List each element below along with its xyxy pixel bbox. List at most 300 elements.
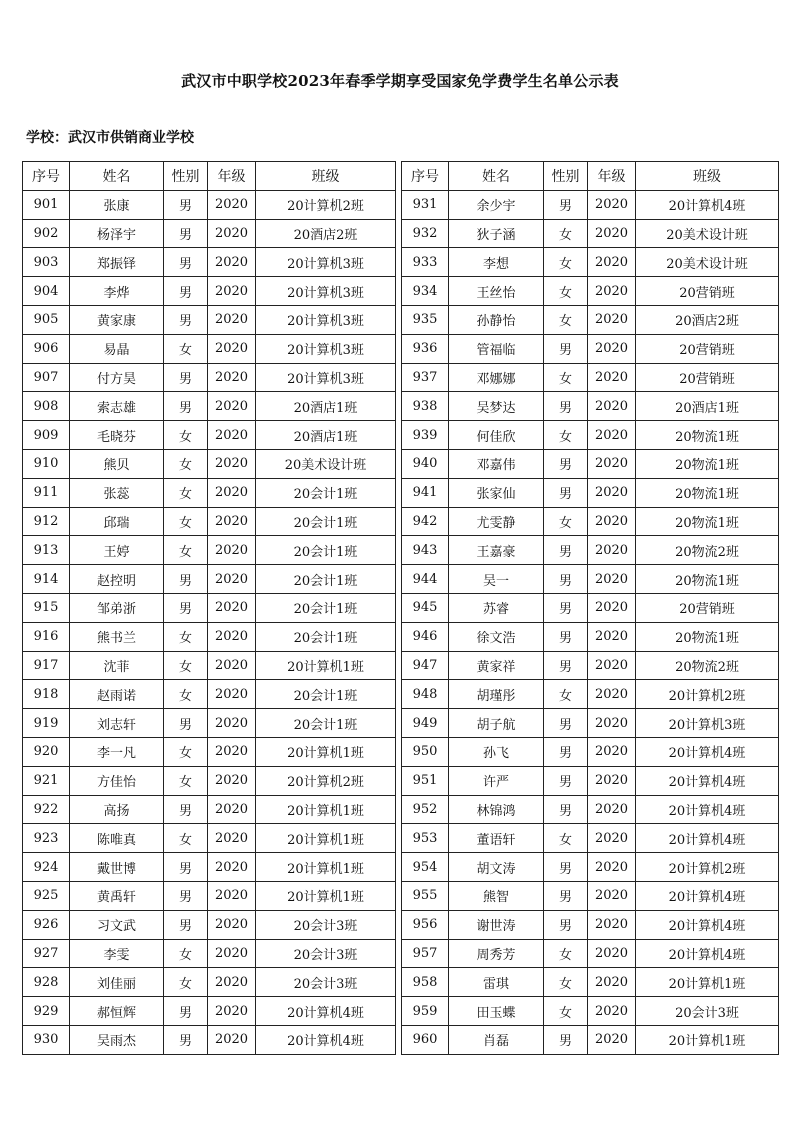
cell-gender: 男: [164, 392, 208, 421]
cell-grade: 2020: [588, 536, 636, 565]
cell-index: 955: [402, 881, 449, 910]
header-index: 序号: [402, 162, 449, 191]
cell-class: 20计算机3班: [256, 363, 396, 392]
cell-grade: 2020: [588, 190, 636, 219]
cell-gender: 女: [544, 421, 588, 450]
cell-name: 邓娜娜: [449, 363, 544, 392]
cell-gender: 男: [164, 853, 208, 882]
cell-class: 20计算机4班: [256, 997, 396, 1026]
cell-grade: 2020: [588, 939, 636, 968]
table-row: [402, 853, 779, 882]
table-row: [402, 881, 779, 910]
cell-index: 928: [23, 968, 70, 997]
cell-index: 935: [402, 305, 449, 334]
cell-name: 何佳欣: [449, 421, 544, 450]
table-row: [402, 277, 779, 306]
table-row: [402, 1025, 779, 1054]
cell-gender: 男: [544, 190, 588, 219]
header-grade: 年级: [588, 162, 636, 191]
cell-index: 933: [402, 248, 449, 277]
cell-name: 黄家康: [70, 305, 164, 334]
cell-index: 943: [402, 536, 449, 565]
cell-index: 936: [402, 334, 449, 363]
cell-gender: 男: [164, 1025, 208, 1054]
cell-index: 901: [23, 190, 70, 219]
cell-grade: 2020: [588, 651, 636, 680]
cell-name: 黄家祥: [449, 651, 544, 680]
cell-class: 20会计1班: [256, 680, 396, 709]
cell-index: 941: [402, 478, 449, 507]
cell-gender: 男: [164, 565, 208, 594]
cell-index: 960: [402, 1025, 449, 1054]
table-row: [23, 305, 396, 334]
cell-grade: 2020: [208, 478, 256, 507]
cell-class: 20会计1班: [256, 565, 396, 594]
table-row: [402, 219, 779, 248]
cell-name: 熊贝: [70, 449, 164, 478]
table-row: [402, 392, 779, 421]
cell-grade: 2020: [208, 709, 256, 738]
cell-index: 949: [402, 709, 449, 738]
cell-index: 952: [402, 795, 449, 824]
cell-name: 孙飞: [449, 737, 544, 766]
cell-gender: 女: [544, 968, 588, 997]
cell-index: 922: [23, 795, 70, 824]
cell-name: 杨泽宇: [70, 219, 164, 248]
cell-name: 孙静怡: [449, 305, 544, 334]
cell-class: 20计算机4班: [636, 766, 779, 795]
cell-class: 20会计1班: [256, 709, 396, 738]
table-row: [23, 939, 396, 968]
cell-index: 950: [402, 737, 449, 766]
table-row: [402, 709, 779, 738]
cell-gender: 男: [164, 363, 208, 392]
cell-grade: 2020: [208, 968, 256, 997]
table-row: [402, 363, 779, 392]
cell-index: 926: [23, 910, 70, 939]
cell-grade: 2020: [208, 565, 256, 594]
cell-name: 毛晓芬: [70, 421, 164, 450]
cell-gender: 男: [164, 910, 208, 939]
cell-gender: 男: [164, 997, 208, 1026]
cell-gender: 男: [544, 593, 588, 622]
cell-class: 20计算机4班: [636, 910, 779, 939]
cell-gender: 女: [544, 277, 588, 306]
table-row: [402, 334, 779, 363]
cell-name: 管福临: [449, 334, 544, 363]
cell-index: 957: [402, 939, 449, 968]
cell-grade: 2020: [208, 507, 256, 536]
cell-gender: 男: [544, 478, 588, 507]
table-row: [23, 824, 396, 853]
cell-index: 938: [402, 392, 449, 421]
cell-gender: 女: [164, 421, 208, 450]
table-row: [402, 824, 779, 853]
cell-index: 907: [23, 363, 70, 392]
cell-grade: 2020: [208, 392, 256, 421]
cell-index: 923: [23, 824, 70, 853]
table-row: [402, 622, 779, 651]
cell-gender: 女: [164, 651, 208, 680]
cell-grade: 2020: [208, 737, 256, 766]
table-row: [23, 680, 396, 709]
cell-class: 20物流2班: [636, 651, 779, 680]
cell-name: 易晶: [70, 334, 164, 363]
cell-class: 20会计1班: [256, 507, 396, 536]
cell-class: 20计算机3班: [256, 248, 396, 277]
cell-class: 20美术设计班: [256, 449, 396, 478]
table-row: [23, 853, 396, 882]
cell-name: 高扬: [70, 795, 164, 824]
cell-index: 939: [402, 421, 449, 450]
cell-name: 张康: [70, 190, 164, 219]
cell-gender: 女: [164, 737, 208, 766]
cell-grade: 2020: [208, 334, 256, 363]
cell-gender: 女: [164, 680, 208, 709]
cell-class: 20营销班: [636, 363, 779, 392]
cell-name: 周秀芳: [449, 939, 544, 968]
cell-class: 20物流1班: [636, 478, 779, 507]
cell-grade: 2020: [208, 277, 256, 306]
cell-class: 20计算机4班: [636, 190, 779, 219]
cell-class: 20计算机1班: [256, 853, 396, 882]
cell-gender: 男: [544, 334, 588, 363]
school-label: 学校：武汉市供销商业学校: [26, 130, 194, 146]
cell-gender: 男: [164, 219, 208, 248]
cell-gender: 男: [544, 881, 588, 910]
cell-gender: 男: [164, 190, 208, 219]
cell-class: 20会计3班: [256, 910, 396, 939]
cell-name: 熊智: [449, 881, 544, 910]
cell-name: 胡瑾彤: [449, 680, 544, 709]
cell-index: 921: [23, 766, 70, 795]
cell-name: 田玉蝶: [449, 997, 544, 1026]
cell-index: 906: [23, 334, 70, 363]
cell-grade: 2020: [208, 219, 256, 248]
table-row: [23, 737, 396, 766]
cell-grade: 2020: [588, 363, 636, 392]
header-name: 姓名: [449, 162, 544, 191]
cell-grade: 2020: [208, 997, 256, 1026]
cell-gender: 女: [164, 622, 208, 651]
table-row: [23, 334, 396, 363]
table-row: [23, 392, 396, 421]
cell-grade: 2020: [588, 766, 636, 795]
cell-grade: 2020: [208, 824, 256, 853]
cell-class: 20计算机3班: [256, 334, 396, 363]
cell-grade: 2020: [208, 363, 256, 392]
cell-grade: 2020: [588, 421, 636, 450]
table-row: [402, 190, 779, 219]
table-row: [402, 795, 779, 824]
cell-gender: 女: [544, 305, 588, 334]
table-row: [23, 709, 396, 738]
cell-index: 911: [23, 478, 70, 507]
cell-index: 909: [23, 421, 70, 450]
table-row: [23, 449, 396, 478]
cell-name: 刘志轩: [70, 709, 164, 738]
cell-class: 20美术设计班: [636, 219, 779, 248]
cell-gender: 男: [544, 766, 588, 795]
cell-index: 958: [402, 968, 449, 997]
cell-gender: 男: [164, 709, 208, 738]
cell-grade: 2020: [588, 853, 636, 882]
cell-index: 925: [23, 881, 70, 910]
cell-gender: 女: [164, 334, 208, 363]
cell-index: 954: [402, 853, 449, 882]
cell-name: 索志雄: [70, 392, 164, 421]
cell-grade: 2020: [208, 593, 256, 622]
cell-gender: 女: [544, 507, 588, 536]
cell-gender: 女: [164, 939, 208, 968]
cell-name: 沈菲: [70, 651, 164, 680]
cell-name: 胡文涛: [449, 853, 544, 882]
cell-index: 930: [23, 1025, 70, 1054]
cell-grade: 2020: [208, 1025, 256, 1054]
cell-index: 924: [23, 853, 70, 882]
header-gender: 性别: [164, 162, 208, 191]
cell-gender: 男: [544, 709, 588, 738]
table-row: [23, 651, 396, 680]
cell-gender: 女: [544, 997, 588, 1026]
table-row: [23, 997, 396, 1026]
cell-grade: 2020: [208, 795, 256, 824]
cell-name: 余少宇: [449, 190, 544, 219]
cell-grade: 2020: [588, 277, 636, 306]
cell-name: 王嘉豪: [449, 536, 544, 565]
cell-gender: 女: [164, 478, 208, 507]
cell-gender: 男: [544, 910, 588, 939]
cell-grade: 2020: [588, 881, 636, 910]
cell-grade: 2020: [588, 565, 636, 594]
cell-gender: 男: [164, 277, 208, 306]
cell-gender: 男: [544, 1025, 588, 1054]
cell-index: 914: [23, 565, 70, 594]
cell-gender: 男: [164, 881, 208, 910]
cell-index: 947: [402, 651, 449, 680]
cell-index: 929: [23, 997, 70, 1026]
cell-gender: 男: [544, 536, 588, 565]
cell-grade: 2020: [588, 997, 636, 1026]
cell-index: 932: [402, 219, 449, 248]
table-row: [402, 507, 779, 536]
cell-index: 918: [23, 680, 70, 709]
cell-class: 20酒店1班: [636, 392, 779, 421]
cell-name: 郝恒辉: [70, 997, 164, 1026]
header-grade: 年级: [208, 162, 256, 191]
cell-name: 刘佳丽: [70, 968, 164, 997]
cell-gender: 女: [164, 449, 208, 478]
cell-name: 赵控明: [70, 565, 164, 594]
cell-gender: 女: [164, 507, 208, 536]
table-row: [23, 565, 396, 594]
cell-grade: 2020: [588, 824, 636, 853]
cell-gender: 男: [544, 795, 588, 824]
cell-gender: 女: [544, 248, 588, 277]
cell-name: 郑振铎: [70, 248, 164, 277]
cell-name: 李烨: [70, 277, 164, 306]
cell-name: 习文武: [70, 910, 164, 939]
cell-class: 20计算机1班: [256, 651, 396, 680]
cell-class: 20计算机1班: [256, 824, 396, 853]
cell-name: 林锦鸿: [449, 795, 544, 824]
cell-grade: 2020: [208, 766, 256, 795]
cell-class: 20会计3班: [256, 968, 396, 997]
table-row: [23, 881, 396, 910]
cell-class: 20物流1班: [636, 449, 779, 478]
cell-class: 20计算机1班: [636, 968, 779, 997]
cell-grade: 2020: [588, 709, 636, 738]
cell-grade: 2020: [588, 219, 636, 248]
cell-gender: 男: [544, 853, 588, 882]
table-row: [23, 478, 396, 507]
cell-class: 20计算机2班: [256, 766, 396, 795]
cell-index: 902: [23, 219, 70, 248]
cell-gender: 女: [164, 824, 208, 853]
cell-index: 905: [23, 305, 70, 334]
cell-gender: 男: [164, 305, 208, 334]
cell-class: 20计算机1班: [256, 795, 396, 824]
cell-class: 20会计1班: [256, 593, 396, 622]
cell-name: 熊书兰: [70, 622, 164, 651]
cell-index: 937: [402, 363, 449, 392]
cell-gender: 女: [544, 363, 588, 392]
cell-gender: 男: [544, 622, 588, 651]
table-row: [23, 219, 396, 248]
cell-name: 方佳怡: [70, 766, 164, 795]
header-gender: 性别: [544, 162, 588, 191]
cell-gender: 男: [164, 248, 208, 277]
cell-grade: 2020: [208, 622, 256, 651]
header-name: 姓名: [70, 162, 164, 191]
cell-class: 20酒店2班: [256, 219, 396, 248]
cell-name: 吴雨杰: [70, 1025, 164, 1054]
cell-index: 945: [402, 593, 449, 622]
table-row: [23, 968, 396, 997]
cell-class: 20计算机2班: [256, 190, 396, 219]
cell-name: 李雯: [70, 939, 164, 968]
cell-class: 20计算机1班: [256, 881, 396, 910]
cell-class: 20计算机4班: [636, 795, 779, 824]
table-row: [402, 939, 779, 968]
table-row: [402, 449, 779, 478]
cell-gender: 女: [544, 824, 588, 853]
cell-grade: 2020: [588, 478, 636, 507]
cell-class: 20计算机4班: [636, 737, 779, 766]
cell-class: 20酒店1班: [256, 421, 396, 450]
table-row: [402, 565, 779, 594]
cell-gender: 男: [164, 795, 208, 824]
cell-name: 黄禹轩: [70, 881, 164, 910]
cell-class: 20营销班: [636, 334, 779, 363]
table-row: [402, 766, 779, 795]
cell-class: 20酒店2班: [636, 305, 779, 334]
cell-name: 胡子航: [449, 709, 544, 738]
cell-class: 20计算机4班: [636, 939, 779, 968]
cell-gender: 女: [164, 766, 208, 795]
cell-gender: 男: [544, 392, 588, 421]
roster-table-left: [22, 161, 396, 1055]
cell-gender: 女: [544, 939, 588, 968]
cell-class: 20计算机1班: [636, 1025, 779, 1054]
table-row: [402, 421, 779, 450]
cell-grade: 2020: [588, 795, 636, 824]
cell-grade: 2020: [208, 910, 256, 939]
cell-name: 赵雨诺: [70, 680, 164, 709]
cell-grade: 2020: [588, 449, 636, 478]
cell-index: 910: [23, 449, 70, 478]
cell-gender: 男: [544, 651, 588, 680]
table-row: [23, 1025, 396, 1054]
table-row: [402, 910, 779, 939]
table-row: [402, 997, 779, 1026]
page-title: 武汉市中职学校2023年春季学期享受国家免学费学生名单公示表: [181, 72, 619, 90]
table-row: [23, 795, 396, 824]
cell-index: 946: [402, 622, 449, 651]
cell-class: 20酒店1班: [256, 392, 396, 421]
table-row: [402, 305, 779, 334]
cell-name: 徐文浩: [449, 622, 544, 651]
cell-grade: 2020: [208, 651, 256, 680]
cell-name: 吴梦达: [449, 392, 544, 421]
cell-grade: 2020: [588, 968, 636, 997]
cell-index: 931: [402, 190, 449, 219]
cell-name: 雷琪: [449, 968, 544, 997]
cell-grade: 2020: [208, 881, 256, 910]
table-row: [402, 593, 779, 622]
cell-name: 王婷: [70, 536, 164, 565]
cell-index: 913: [23, 536, 70, 565]
cell-index: 920: [23, 737, 70, 766]
cell-name: 尤雯静: [449, 507, 544, 536]
cell-class: 20计算机4班: [636, 881, 779, 910]
table-row: [402, 737, 779, 766]
cell-name: 谢世涛: [449, 910, 544, 939]
table-header-row: [23, 162, 396, 191]
cell-name: 苏睿: [449, 593, 544, 622]
cell-grade: 2020: [208, 305, 256, 334]
table-row: [23, 421, 396, 450]
cell-grade: 2020: [588, 622, 636, 651]
cell-name: 许严: [449, 766, 544, 795]
table-row: [23, 363, 396, 392]
cell-class: 20会计3班: [256, 939, 396, 968]
cell-gender: 男: [544, 565, 588, 594]
cell-grade: 2020: [208, 939, 256, 968]
cell-name: 邹弟浙: [70, 593, 164, 622]
table-row: [23, 536, 396, 565]
cell-gender: 男: [164, 593, 208, 622]
table-row: [23, 910, 396, 939]
cell-index: 942: [402, 507, 449, 536]
cell-index: 934: [402, 277, 449, 306]
cell-index: 912: [23, 507, 70, 536]
cell-gender: 男: [544, 737, 588, 766]
header-class: 班级: [636, 162, 779, 191]
cell-index: 927: [23, 939, 70, 968]
cell-index: 951: [402, 766, 449, 795]
cell-grade: 2020: [208, 190, 256, 219]
cell-class: 20计算机3班: [636, 709, 779, 738]
table-row: [402, 536, 779, 565]
table-row: [23, 622, 396, 651]
cell-index: 948: [402, 680, 449, 709]
cell-class: 20计算机1班: [256, 737, 396, 766]
cell-name: 李想: [449, 248, 544, 277]
table-row: [402, 968, 779, 997]
cell-index: 908: [23, 392, 70, 421]
cell-index: 916: [23, 622, 70, 651]
